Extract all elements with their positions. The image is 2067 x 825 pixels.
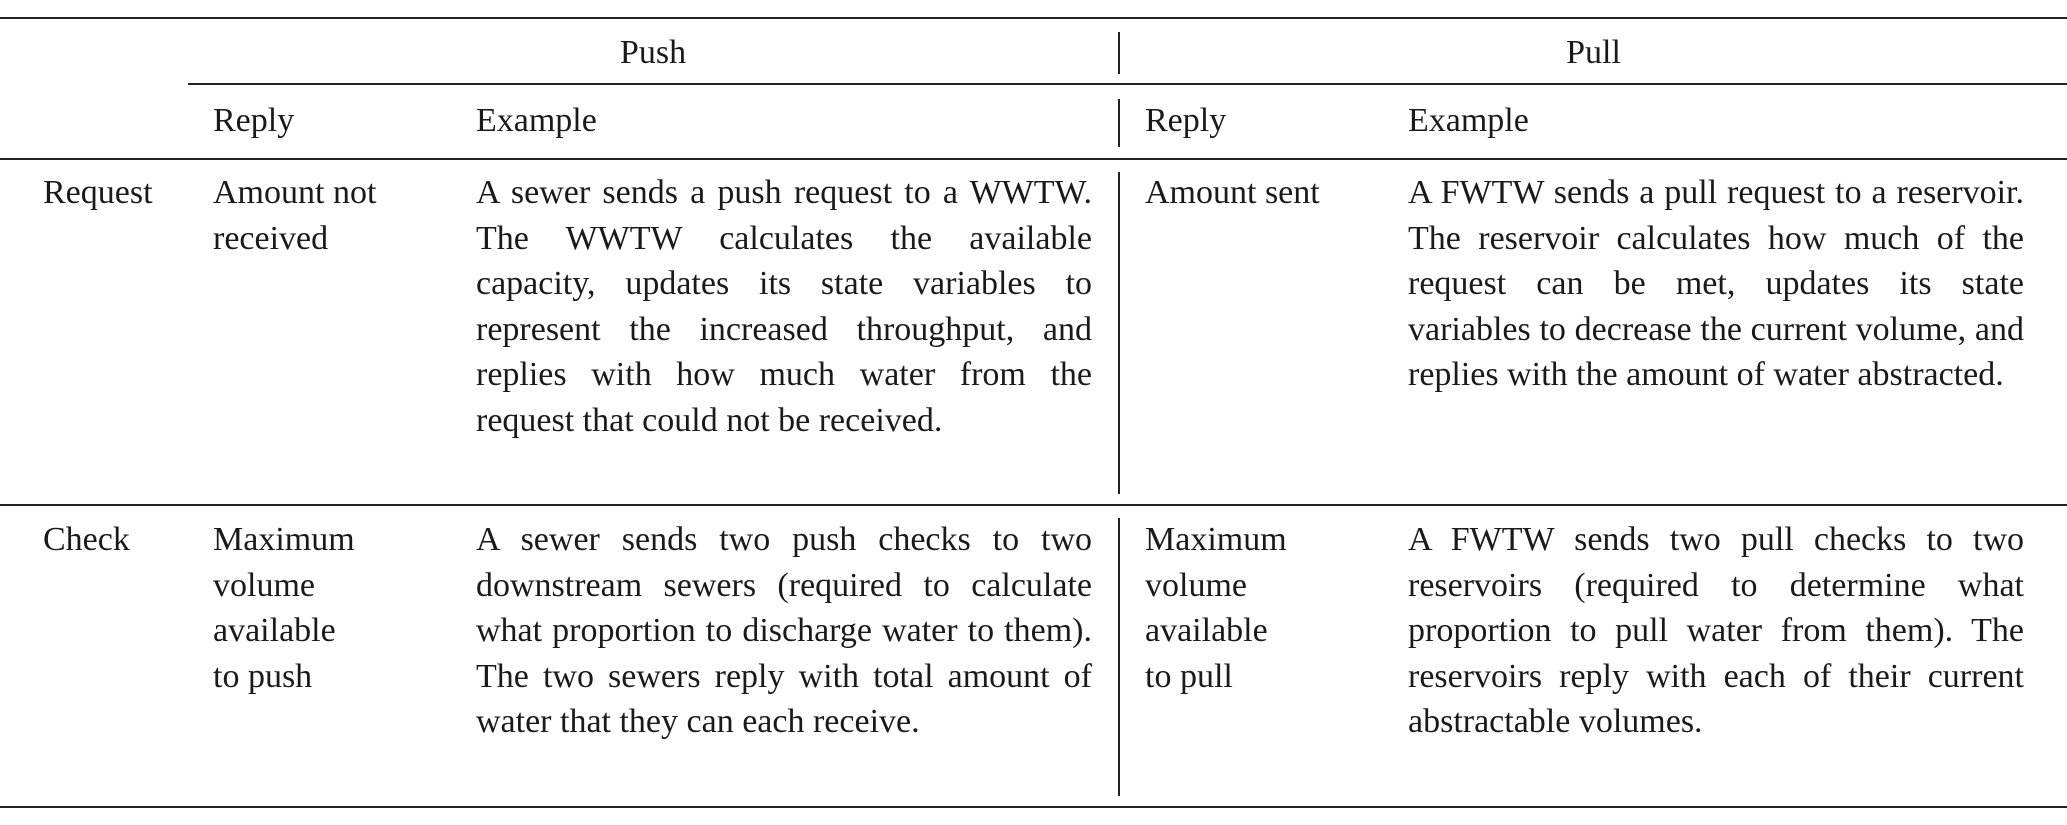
push-example-cell: A sewer sends two push checks to two downstream sewers (required to calculate what proportion to discharge water to them). The two sewers reply with total amount of water that they can each receive.: [476, 521, 1092, 741]
cell-line: Maximum: [213, 521, 355, 558]
pull-reply-cell: [1145, 170, 1320, 216]
row-label: Check: [43, 521, 130, 558]
row-label: Request: [43, 174, 153, 211]
push-reply-cell: [213, 170, 376, 261]
cell-line: volume: [1145, 566, 1247, 604]
cell-line: available: [1145, 612, 1268, 650]
cell-line: to push: [213, 657, 313, 695]
push-example-cell: A sewer sends a push request to a WWTW. The WWTW calculates the available capacity, updates its state variables to represent the increased throughput, and replies with how much water from the request that could not be received.: [476, 174, 1092, 439]
bottom-rule: [0, 806, 2067, 808]
cell-line: Maximum: [1145, 521, 1287, 558]
column-separator: [1118, 518, 1120, 796]
cell-line: Amount not: [213, 174, 377, 211]
pull-reply-header: Reply: [1145, 102, 1227, 139]
column-separator: [1118, 172, 1120, 494]
row-divider: [0, 504, 2067, 506]
pull-example-cell: A FWTW sends two pull checks to two reservoirs (required to determine what proportion to pull water from them). The reservoirs reply with each of their current abstractable volumes.: [1408, 521, 2024, 741]
cell-line: to pull: [1145, 657, 1233, 695]
group-rule: [188, 83, 2067, 85]
pull-group-header: Pull: [1566, 34, 1621, 71]
push-reply-header: Reply: [213, 102, 295, 139]
header-rule: [0, 158, 2067, 160]
cell-line: available: [213, 612, 336, 650]
pull-example-header: Example: [1408, 102, 1529, 139]
pull-reply-cell: [1145, 517, 1287, 699]
cell-line: volume: [213, 566, 315, 604]
cell-line: received: [213, 219, 329, 257]
push-example-header: Example: [476, 102, 597, 139]
push-reply-cell: [213, 517, 355, 699]
push-group-header: Push: [619, 34, 687, 71]
column-separator: [1118, 99, 1120, 147]
cell-line: Amount sent: [1145, 174, 1320, 211]
pull-example-cell: A FWTW sends a pull request to a reservoir. The reservoir calculates how much of the request can be met, updates its state variables to decrease the current volume, and replies with the amount of water abstracted.: [1408, 174, 2024, 394]
top-rule: [0, 17, 2067, 19]
